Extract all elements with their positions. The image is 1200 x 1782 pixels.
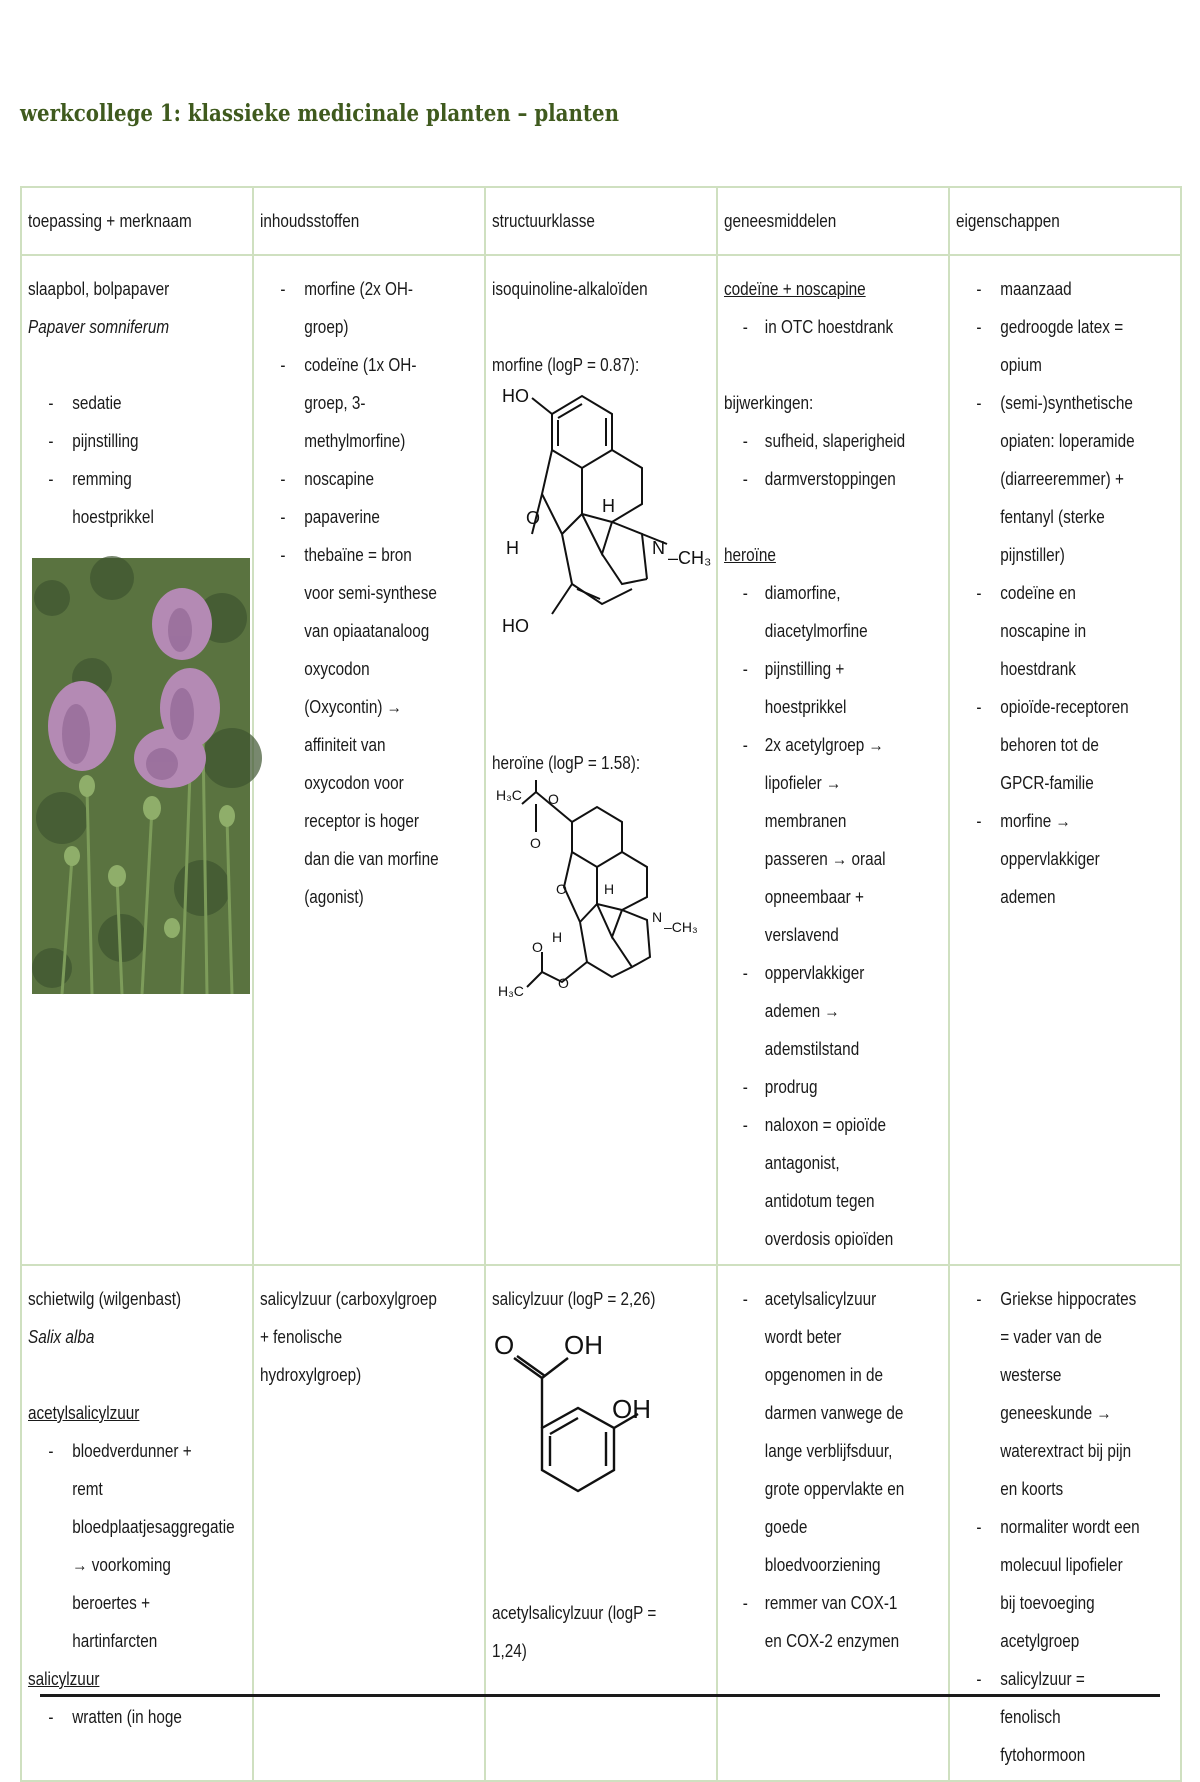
table-row bbox=[21, 1265, 1181, 1781]
svg-text:O: O bbox=[526, 508, 541, 528]
drug-list bbox=[724, 308, 909, 346]
svg-text:O: O bbox=[556, 881, 567, 897]
cell-eigenschappen bbox=[949, 1265, 1181, 1781]
list-item: - Griekse hippocrates = vader van de westerse geneeskunde → waterextract bij pijn en koorts bbox=[1000, 1280, 1141, 1508]
list-item: - morfine (2x OH-groep) bbox=[304, 270, 445, 346]
svg-text:H: H bbox=[552, 929, 563, 945]
section-heading: acetylsalicylzuur bbox=[28, 1403, 140, 1423]
list-item: - noscapine bbox=[304, 460, 445, 498]
table-row bbox=[21, 255, 1181, 1265]
column-header: toepassing + merknaam bbox=[21, 187, 253, 255]
svg-text:OH: OH bbox=[564, 1330, 603, 1360]
svg-text:N: N bbox=[652, 538, 665, 558]
list-item: - normaliter wordt een molecuul lipofieler bij toevoeging acetylgroep bbox=[1000, 1508, 1141, 1660]
list-item: - in OTC hoestdrank bbox=[765, 308, 910, 346]
heroin-label: heroïne (logP = 1.58): bbox=[492, 753, 641, 773]
list-item: - prodrug bbox=[765, 1068, 910, 1106]
application-list bbox=[28, 1432, 235, 1660]
morphine-label: morfine (logP = 0.87): bbox=[492, 355, 640, 375]
list-item: - maanzaad bbox=[1000, 270, 1141, 308]
list-item: - codeïne (1x OH-groep, 3-methylmorfine) bbox=[304, 346, 445, 460]
cell-inhoudsstoffen bbox=[253, 255, 485, 1265]
svg-text:H₃C: H₃C bbox=[498, 983, 524, 999]
svg-text:O: O bbox=[532, 939, 543, 955]
section-heading: heroïne bbox=[724, 545, 776, 565]
list-item: - diamorfine, diacetylmorfine bbox=[765, 574, 910, 650]
cell-structuurklasse bbox=[485, 255, 717, 1265]
cell-toepassing bbox=[21, 1265, 253, 1781]
list-item: - 2x acetylgroep → lipofieler → membranen passeren → oraal opneembaar + verslavend bbox=[765, 726, 910, 954]
list-item: - sedatie bbox=[72, 384, 213, 422]
list-item: - wratten (in hoge bbox=[72, 1698, 213, 1736]
list-item: - remming hoestprikkel bbox=[72, 460, 213, 536]
application-list bbox=[28, 1698, 213, 1736]
list-item: - naloxon = opioïde antagonist, antidotum tegen overdosis opioïden bbox=[765, 1106, 910, 1258]
svg-text:H: H bbox=[602, 496, 615, 516]
svg-text:–CH₃: –CH₃ bbox=[664, 919, 698, 935]
list-item: - morfine → oppervlakkiger ademen bbox=[1000, 802, 1141, 916]
plant-latin: Papaver somniferum bbox=[28, 317, 170, 337]
drug-list bbox=[724, 1280, 909, 1660]
list-item: - pijnstilling bbox=[72, 422, 213, 460]
column-header: eigenschappen bbox=[949, 187, 1181, 255]
footer-divider bbox=[40, 1694, 1160, 1697]
application-list bbox=[28, 384, 213, 536]
list-item: - gedroogde latex = opium bbox=[1000, 308, 1141, 384]
side-effects-heading: bijwerkingen: bbox=[724, 393, 814, 413]
list-item: - (semi-)synthetische opiaten: loperamide (diarreeremmer) + fentanyl (sterke pijnstiller) bbox=[1000, 384, 1141, 574]
list-item: - remmer van COX-1 en COX-2 enzymen bbox=[765, 1584, 910, 1660]
list-item: - acetylsalicylzuur wordt beter opgenomen in de darmen vanwege de lange verblijfsduur, grote oppervlakte en goede bloedvoorziening bbox=[765, 1280, 910, 1584]
svg-text:HO: HO bbox=[502, 386, 529, 406]
salicylic-acid-label: salicylzuur (logP = 2,26) bbox=[492, 1289, 656, 1309]
cell-geneesmiddelen bbox=[717, 1265, 949, 1781]
cell-structuurklasse bbox=[485, 1265, 717, 1781]
plant-latin: Salix alba bbox=[28, 1327, 95, 1347]
side-effects-list bbox=[724, 422, 909, 498]
cell-inhoudsstoffen bbox=[253, 1265, 485, 1781]
svg-text:O: O bbox=[558, 975, 569, 991]
list-item: - darmverstoppingen bbox=[765, 460, 910, 498]
list-item: - codeïne en noscapine in hoestdrank bbox=[1000, 574, 1141, 688]
heroin-list bbox=[724, 574, 909, 1258]
heroin-structure bbox=[492, 782, 698, 1012]
list-item: - sufheid, slaperigheid bbox=[765, 422, 910, 460]
section-heading: salicylzuur bbox=[28, 1669, 100, 1689]
column-header: inhoudsstoffen bbox=[253, 187, 485, 255]
svg-text:H: H bbox=[506, 538, 519, 558]
section-heading: codeïne + noscapine bbox=[724, 279, 866, 299]
column-header: geneesmiddelen bbox=[717, 187, 949, 255]
salicylic-acid-structure bbox=[492, 1318, 652, 1568]
cell-geneesmiddelen bbox=[717, 255, 949, 1265]
structure-class: isoquinoline-alkaloïden bbox=[492, 279, 648, 299]
svg-text:O: O bbox=[530, 835, 541, 851]
list-item: - bloedverdunner + remt bloedplaatjesaggregatie → voorkoming beroertes + hartinfarcten bbox=[72, 1432, 213, 1660]
constituent-text: salicylzuur (carboxylgroep + fenolische hydroxylgroep) bbox=[260, 1289, 437, 1385]
list-item: - salicylzuur = fenolisch fytohormoon bbox=[1000, 1660, 1141, 1774]
cell-toepassing bbox=[21, 255, 253, 1265]
svg-text:OH: OH bbox=[612, 1394, 651, 1424]
svg-text:HO: HO bbox=[502, 616, 529, 636]
list-item: - pijnstilling + hoestprikkel bbox=[765, 650, 910, 726]
svg-text:–CH₃: –CH₃ bbox=[668, 548, 712, 568]
svg-text:H: H bbox=[604, 881, 615, 897]
list-item: - papaverine bbox=[304, 498, 445, 536]
header-row bbox=[21, 187, 1181, 255]
acetylsalicylic-acid-label: acetylsalicylzuur (logP = 1,24) bbox=[492, 1603, 657, 1661]
poppy-photo bbox=[32, 558, 250, 994]
constituent-list bbox=[260, 270, 445, 916]
svg-text:O: O bbox=[494, 1330, 515, 1360]
plant-name: schietwilg (wilgenbast) bbox=[28, 1289, 182, 1309]
column-header: structuurklasse bbox=[485, 187, 717, 255]
list-item: - opioïde-receptoren behoren tot de GPCR-familie bbox=[1000, 688, 1141, 802]
list-item: - thebaïne = bron voor semi-synthese van opiaatanaloog oxycodon (Oxycontin) → affiniteit van oxycodon voor receptor is hoger dan die van morfine (agonist) bbox=[304, 536, 445, 916]
properties-list bbox=[956, 270, 1141, 916]
list-item: - oppervlakkiger ademen → ademstilstand bbox=[765, 954, 910, 1068]
svg-text:H₃C: H₃C bbox=[496, 787, 522, 803]
properties-list bbox=[956, 1280, 1141, 1774]
plants-table bbox=[20, 186, 1182, 1782]
svg-text:N: N bbox=[652, 909, 663, 925]
page-title: werkcollege 1: klassieke medicinale planten – planten bbox=[20, 100, 619, 127]
morphine-structure bbox=[492, 384, 712, 684]
plant-name: slaapbol, bolpapaver bbox=[28, 279, 170, 299]
cell-eigenschappen bbox=[949, 255, 1181, 1265]
svg-text:O: O bbox=[548, 791, 559, 807]
